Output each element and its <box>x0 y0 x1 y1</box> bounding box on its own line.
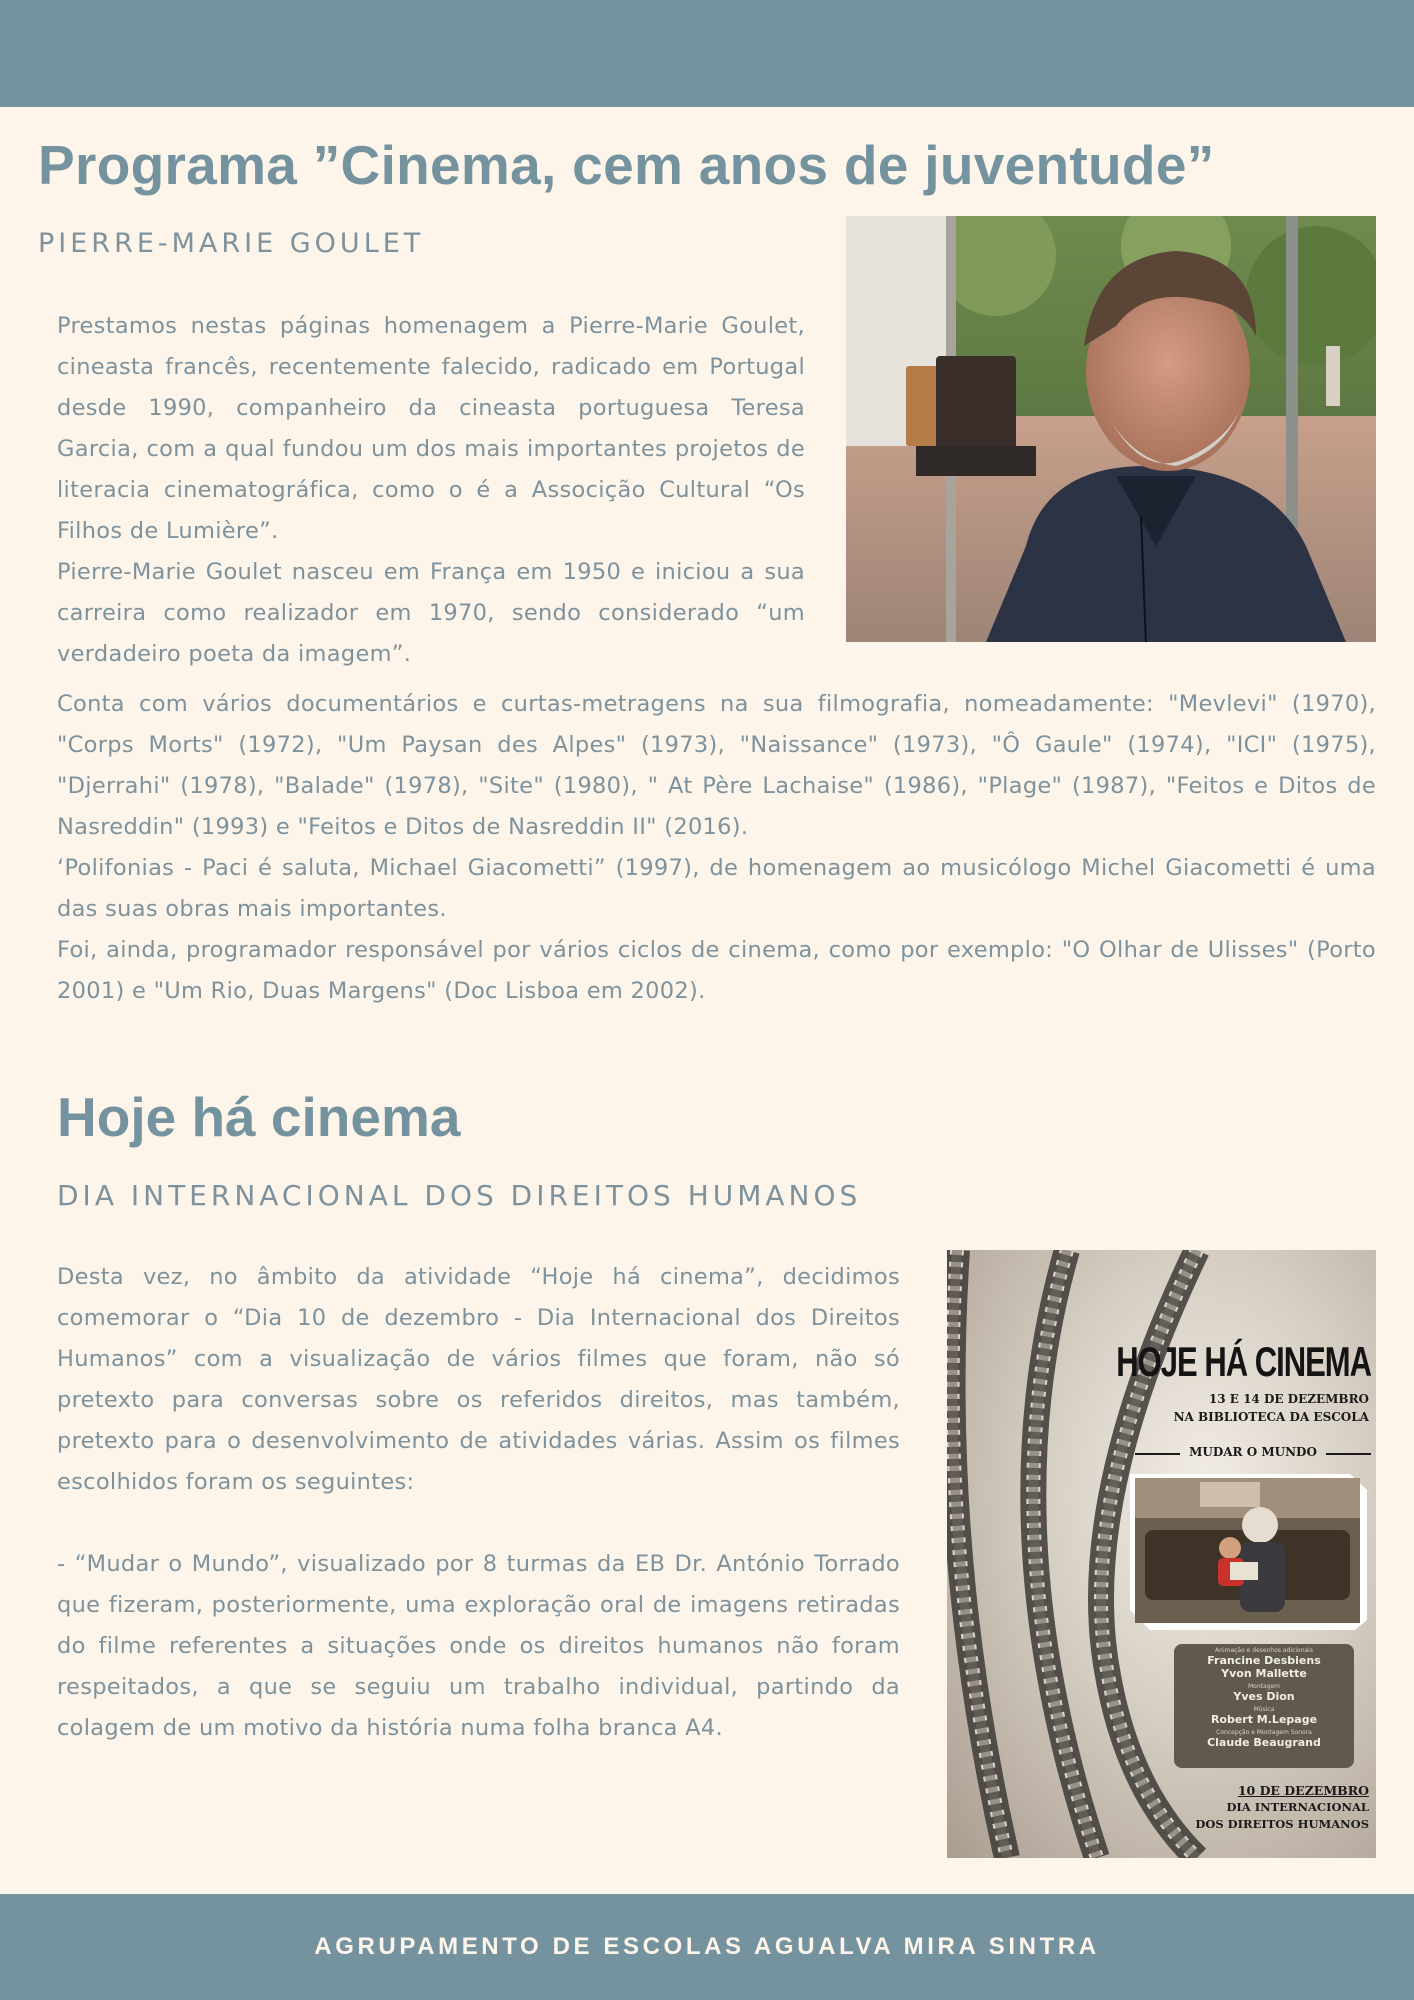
poster-date-line: 10 DE DEZEMBRO <box>1237 1783 1369 1798</box>
body-paragraph: Conta com vários documentários e curtas-metragens na sua filmografia, nomeadamente: "Mevlevi" (1970), "Corps Morts" (1972), "Um Paysan des Alpes" (1973), "Naissance" (1973), "Ô Gaule" (1974), "ICI" (1975), "Djerrahi" (1978), "Balade" (1978), "Site" (1980), " At Père Lachaise" (1986), "Plage" (1987), "Feitos e Ditos de Nasreddin" (1993) e "Feitos e Ditos de Nasreddin II" (2016). <box>57 691 1376 840</box>
section1-body <box>57 684 1376 1012</box>
poster-dates <box>1174 1390 1369 1426</box>
body-paragraph: Foi, ainda, programador responsável por vários ciclos de cinema, como por exemplo: "O Olhar de Ulisses" (Porto 2001) e "Um Rio, Duas Margens" (Doc Lisboa em 2002). <box>57 937 1376 1004</box>
section1-title: Programa ”Cinema, cem anos de juventude” <box>38 134 1215 196</box>
credit-name: Claude Beaugrand <box>1207 1736 1321 1749</box>
poster-film-label: MUDAR O MUNDO <box>1143 1445 1363 1459</box>
section2-body <box>57 1257 900 1749</box>
header-bar <box>0 0 1414 107</box>
credit-role: Animação e desenhos adicionais <box>1215 1647 1313 1654</box>
credit-role: Música <box>1253 1706 1275 1713</box>
section2-title: Hoje há cinema <box>57 1086 461 1148</box>
footer-bar <box>0 1894 1414 2000</box>
credit-role: Montagem <box>1247 1683 1281 1690</box>
section1-intro <box>57 306 805 675</box>
poster-title: HOJE HÁ CINEMA <box>1116 1338 1371 1386</box>
poster-date-line: DOS DIREITOS HUMANOS <box>1195 1817 1369 1831</box>
poster-dates-line: 13 E 14 DE DEZEMBRO <box>1208 1392 1369 1406</box>
body-paragraph: Desta vez, no âmbito da atividade “Hoje há cinema”, decidimos comemorar o “Dia 10 de dezembro - Dia Internacional dos Direitos Humanos” com a visualização de vários filmes que foram, não só pretexto para conversas sobre os referidos direitos, mas também, pretexto para o desenvolvimento de atividades várias. Assim os filmes escolhidos foram os seguintes: <box>57 1264 900 1495</box>
body-paragraph-spacer <box>57 1503 900 1544</box>
body-paragraph: - “Mudar o Mundo”, visualizado por 8 turmas da EB Dr. António Torrado que fizeram, posteriormente, uma exploração oral de imagens retiradas do filme referentes a situações onde os direitos humanos não foram respeitados, a que se seguiu um trabalho individual, partindo da colagem de um motivo da história numa folha branca A4. <box>57 1551 900 1741</box>
credit-name: Yves Dion <box>1233 1690 1295 1703</box>
poster-date-block <box>1195 1782 1369 1833</box>
credit-name: Yvon Mallette <box>1221 1667 1307 1680</box>
intro-paragraph: Prestamos nestas páginas homenagem a Pierre-Marie Goulet, cineasta francês, recentemente falecido, radicado em Portugal desde 1990, companheiro da cineasta portuguesa Teresa Garcia, com a qual fundou um dos mais importantes projetos de literacia cinematográfica, como o é a Associção Cultural “Os Filhos de Lumière”. <box>57 313 805 544</box>
credit-name: Francine Desbiens <box>1207 1654 1321 1667</box>
poster-dates-line: NA BIBLIOTECA DA ESCOLA <box>1173 1410 1369 1424</box>
credit-name: Robert M.Lepage <box>1210 1713 1318 1726</box>
credit-role: Concepção e Montagem Sonora <box>1216 1729 1312 1736</box>
section2-subtitle: DIA INTERNACIONAL DOS DIREITOS HUMANOS <box>57 1179 862 1212</box>
body-paragraph: ‘Polifonias - Paci é saluta, Michael Giacometti” (1997), de homenagem ao musicólogo Michel Giacometti é uma das suas obras mais importantes. <box>57 855 1376 922</box>
event-poster <box>947 1250 1376 1858</box>
footer-text: AGRUPAMENTO DE ESCOLAS AGUALVA MIRA SINTRA <box>314 1933 1100 1960</box>
portrait-photo <box>846 216 1376 642</box>
poster-date-line: DIA INTERNACIONAL <box>1226 1800 1369 1814</box>
intro-paragraph: Pierre-Marie Goulet nasceu em França em 1950 e iniciou a sua carreira como realizador em 1970, sendo considerado “um verdadeiro poeta da imagem”. <box>57 559 805 667</box>
poster-credits <box>1174 1644 1354 1768</box>
film-still-image <box>1130 1470 1367 1630</box>
section1-subtitle: PIERRE-MARIE GOULET <box>38 228 425 259</box>
